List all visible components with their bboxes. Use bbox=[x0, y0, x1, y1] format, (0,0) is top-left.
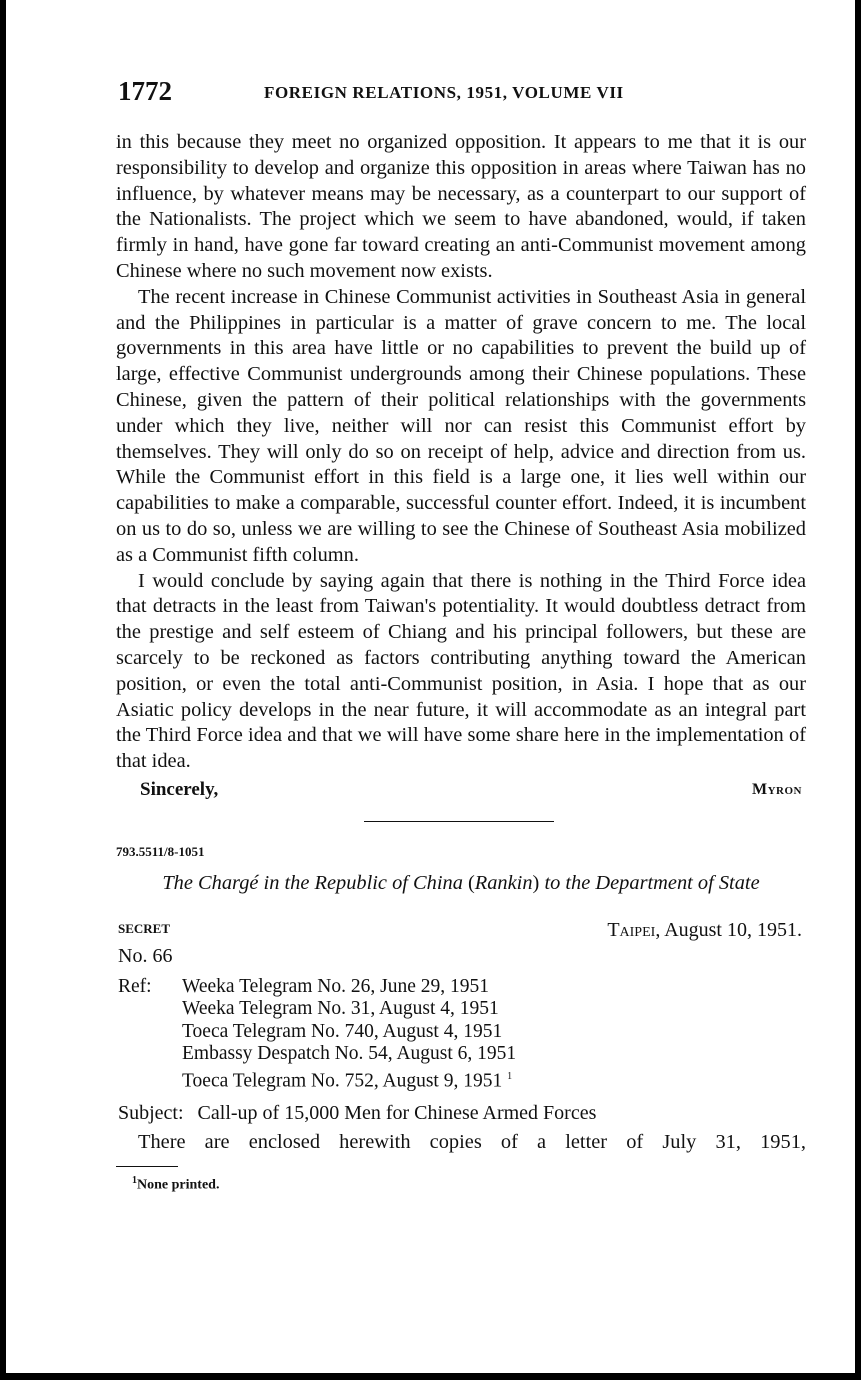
paragraph-continued: in this because they meet no organized opposition. It appears to me that it is our responsibility to develop and organize this opposition in areas where Taiwan has no influence, by whatever means may be necessary, as a counterpart to our support of the Nationalists. The project which we seem to have abandoned, would, if taken firmly in hand, have gone far toward creating an anti-Communist movement among Chinese where no such movement now exists. bbox=[116, 131, 806, 282]
footnote-text: None printed. bbox=[137, 1177, 220, 1193]
subject-line bbox=[118, 1102, 806, 1125]
subject-text: Call-up of 15,000 Men for Chinese Armed Forces bbox=[197, 1101, 597, 1124]
footnote-marker: 1 bbox=[507, 1070, 513, 1082]
letter-closing bbox=[116, 779, 806, 807]
title-paren: ) bbox=[532, 871, 545, 894]
dateline-place: Taipei bbox=[607, 918, 656, 941]
paragraph: I would conclude by saying again that there is nothing in the Third Force idea that detracts in the least from Taiwan's potentiality. It would doubtless detract from the prestige and self esteem of Chiang and his principal followers, but these are scarcely to be reckoned as factors contributing anything toward the American position, or even the total anti-Communist position, in Asia. I hope that as our Asiatic policy develops in the near future, it will accommodate as an integral part the Third Force idea and that we will have some share here in the implementation of that idea. bbox=[116, 569, 806, 773]
signature: Myron bbox=[752, 780, 802, 798]
ref-item: Weeka Telegram No. 31, August 4, 1951 bbox=[182, 998, 499, 1020]
paragraph: The recent increase in Chinese Communist activities in Southeast Asia in general and the Philippines in particular is a matter of grave concern to me. The local governments in this area have little or no capabilities to prevent the build up of large, effective Communist undergrounds among their Chinese populations. These Chinese, given the pattern of their political relationships with the governments under which they live, neither will nor can resist this Communist effort by themselves. They will only do so on receipt of help, advice and direction from us. While the Communist effort in this field is a large one, it lies well within our capabilities to make a comparable, successful counter effort. Indeed, it is incumbent on us to do so, unless we are willing to see the Chinese of Southeast Asia mobilized as a Communist fifth column. bbox=[116, 285, 806, 566]
title-part: The Chargé in the Republic of China bbox=[162, 871, 463, 894]
document-page bbox=[6, 0, 855, 1373]
footnote-mark: 1 bbox=[132, 1174, 137, 1186]
running-head-title: FOREIGN RELATIONS, 1951, VOLUME VII bbox=[264, 83, 624, 102]
title-paren: ( bbox=[462, 871, 475, 894]
classification-label: SECRET bbox=[118, 920, 171, 936]
closing-salutation: Sincerely, bbox=[140, 778, 219, 800]
references bbox=[116, 976, 806, 1093]
footnote-divider bbox=[116, 1166, 178, 1167]
ref-list bbox=[182, 976, 806, 1093]
dateline bbox=[607, 919, 802, 942]
title-part: to the Department of State bbox=[544, 871, 760, 894]
dateline-date: , August 10, 1951. bbox=[655, 918, 802, 941]
ref-item-text: Toeca Telegram No. 752, August 9, 1951 bbox=[182, 1070, 503, 1092]
subject-label: Subject: bbox=[118, 1101, 184, 1124]
document-title bbox=[116, 870, 806, 896]
despatch-body-start: There are enclosed herewith copies of a letter of July 31, 1951, bbox=[138, 1130, 806, 1153]
dispatch-number: No. 66 bbox=[118, 944, 173, 967]
classification-row bbox=[116, 919, 806, 943]
ref-label: Ref: bbox=[118, 975, 152, 997]
section-divider bbox=[364, 821, 554, 822]
letter-body bbox=[116, 130, 806, 775]
file-number: 793.5511/8-1051 bbox=[116, 843, 205, 859]
title-name: Rankin bbox=[474, 871, 533, 894]
page-content bbox=[116, 76, 806, 1194]
ref-item: Embassy Despatch No. 54, August 6, 1951 bbox=[182, 1043, 517, 1065]
ref-item: Toeca Telegram No. 740, August 4, 1951 bbox=[182, 1020, 503, 1042]
ref-item bbox=[182, 1066, 806, 1093]
running-head bbox=[116, 76, 806, 110]
ref-item: Weeka Telegram No. 26, June 29, 1951 bbox=[182, 975, 490, 997]
footnote bbox=[132, 1175, 806, 1194]
page-number: 1772 bbox=[118, 76, 172, 106]
